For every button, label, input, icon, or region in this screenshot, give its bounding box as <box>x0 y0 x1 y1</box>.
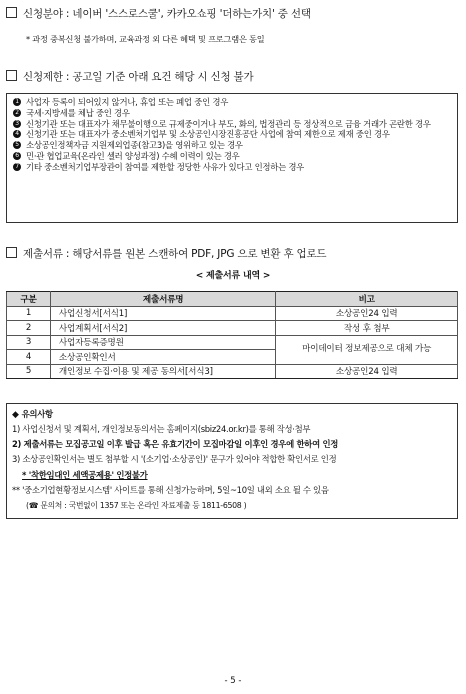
circled-number-icon: 4 <box>13 130 21 138</box>
caution-box <box>6 403 458 519</box>
restriction-item: 1 사업자 등록이 되어있지 않거나, 휴업 또는 폐업 중인 경우 <box>13 97 451 108</box>
square-bullet-icon <box>6 70 17 81</box>
page-number: - 5 - <box>224 676 242 686</box>
square-bullet-icon <box>6 7 17 18</box>
restriction-list <box>6 93 458 223</box>
column-header: 비고 <box>276 292 458 307</box>
caution-line: * '착한임대인 세액공제용' 인정불가 <box>22 469 148 480</box>
circled-number-icon: 7 <box>13 163 21 171</box>
section-apply-field <box>6 6 311 21</box>
caution-line: 2) 제출서류는 모집공고일 이후 발급 혹은 유효기간이 모집마감일 이후인 경우에 한하여 인정 <box>12 439 339 450</box>
square-bullet-icon <box>6 247 17 258</box>
section-documents <box>6 246 326 261</box>
table-row: 4 소상공인확인서 <box>7 350 458 365</box>
section-documents-heading: 제출서류 : 해당서류를 원본 스캔하여 PDF, JPG 으로 변환 후 업로드 <box>23 248 327 260</box>
restriction-item: 3 신청기관 또는 대표자가 채무불이행으로 규제중이거나 부도, 화의, 법정관리 등 정상적으로 금융 거래가 곤란한 경우 <box>13 119 451 130</box>
circled-number-icon: 3 <box>13 120 21 128</box>
caution-contact: (☎ 문의처 : 국번없이 1357 또는 온라인 자료제출 등 1811-6508 ) <box>26 501 247 511</box>
table-row: 1 사업신청서[서식1] 소상공인24 입력 <box>7 306 458 321</box>
restriction-item: 4 신청기관 또는 대표자가 중소벤처기업부 및 소상공인시장진흥공단 사업에 참여 제한으로 제재 중인 경우 <box>13 129 451 140</box>
restriction-item: 7 기타 중소벤처기업부장관이 참여를 제한할 정당한 사유가 있다고 인정하는 경우 <box>13 162 451 173</box>
caution-title: ◆ 유의사항 <box>12 409 53 420</box>
caution-line: ** '중소기업현황정보시스템' 사이트를 통해 신청가능하며, 5일~10일 내외 소요 될 수 있음 <box>12 484 329 495</box>
documents-table <box>6 291 458 379</box>
restriction-item: 2 국세·지방세를 체납 중인 경우 <box>13 108 451 119</box>
circled-number-icon: 6 <box>13 152 21 160</box>
table-row: 5 개인정보 수집·이용 및 제공 동의서[서식3] 소상공인24 입력 <box>7 364 458 379</box>
documents-table-title: < 제출서류 내역 > <box>195 271 271 281</box>
column-header: 제출서류명 <box>50 292 275 307</box>
apply-field-note: * 과정 중복신청 불가하며, 교육과정 외 다른 혜택 및 프로그램은 동일 <box>26 34 265 44</box>
diamond-bullet-icon: ◆ <box>12 410 19 420</box>
section-restriction-heading: 신청제한 : 공고일 기준 아래 요건 해당 시 신청 불가 <box>23 71 254 83</box>
restriction-item: 5 소상공인정책자금 지원제외업종(참고3)을 영위하고 있는 경우 <box>13 140 451 151</box>
circled-number-icon: 2 <box>13 109 21 117</box>
caution-line: 3) 소상공인확인서는 별도 첨부할 시 '(소기업·소상공인)' 문구가 있어야 적합한 확인서로 인정 <box>12 454 337 465</box>
table-header-row <box>7 292 458 307</box>
section-apply-field-heading: 신청분야 : 네이버 '스스로스쿨', 카카오쇼핑 '더하는가치' 중 선택 <box>23 8 311 20</box>
table-row: 2 사업계획서[서식2] 작성 후 첨부 <box>7 321 458 336</box>
restriction-item: 6 민·관 협업교육(온라인 셀러 양성과정) 수혜 이력이 있는 경우 <box>13 151 451 162</box>
section-restriction <box>6 69 253 84</box>
table-row: 3 사업자등록증명원 마이데이터 정보제공으로 대체 가능 <box>7 335 458 350</box>
circled-number-icon: 1 <box>13 98 21 106</box>
column-header: 구분 <box>7 292 51 307</box>
caution-line: 1) 사업신청서 및 계획서, 개인정보동의서는 홈페이지(sbiz24.or.kr)를 통해 작성·첨부 <box>12 424 311 434</box>
circled-number-icon: 5 <box>13 141 21 149</box>
